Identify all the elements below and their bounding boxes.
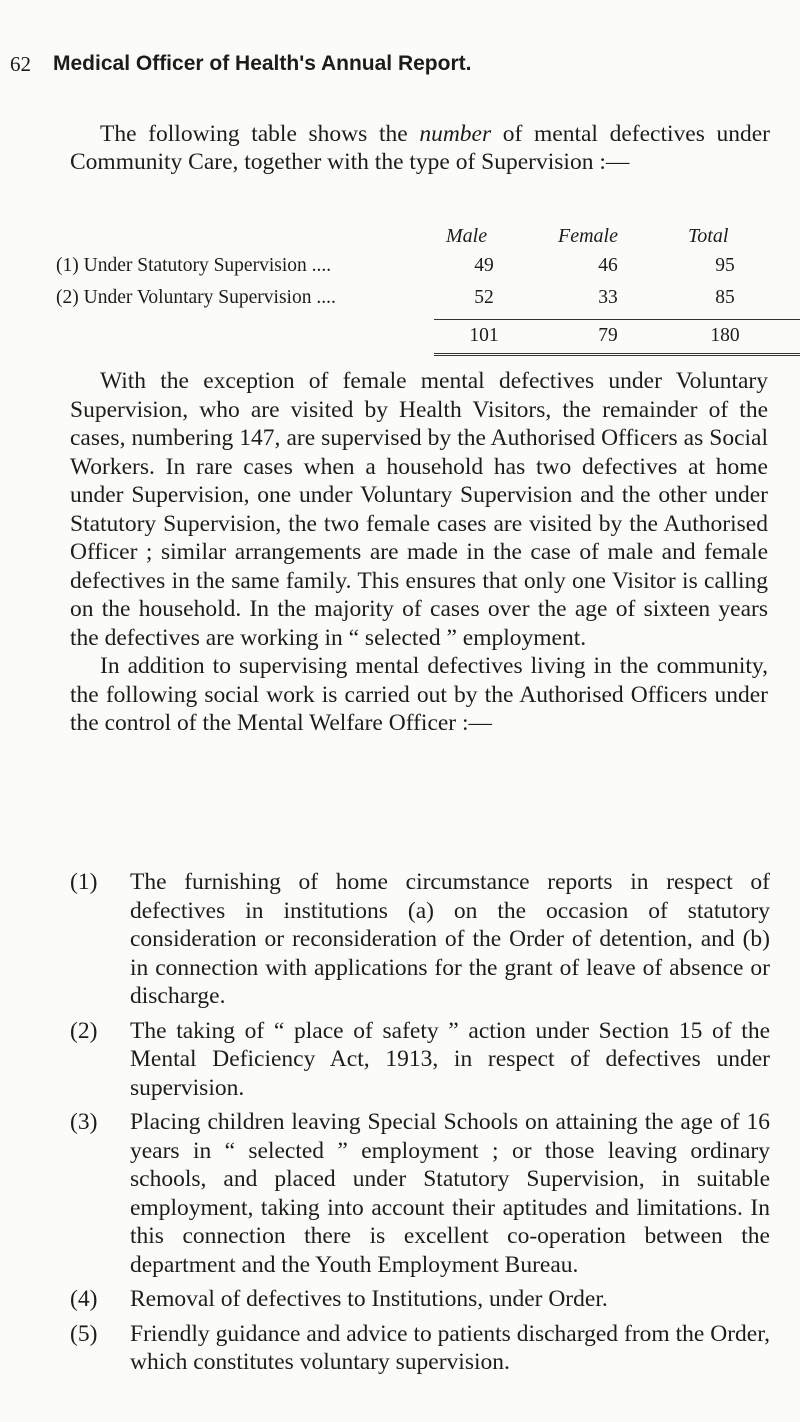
table-double-rule [434, 353, 800, 356]
total-all: 180 [710, 325, 740, 346]
column-header-male: Male [446, 225, 488, 247]
totals-row [56, 325, 776, 351]
running-title: Medical Officer of Health's Annual Report. [53, 52, 472, 75]
column-header-female: Female [558, 225, 618, 247]
item-text: The furnishing of home circumstance reports in respect of defectives in institutions (a) on the occasion of statutory consideration or reconsideration of the Order of detention, and (b) in connection with applications for the grant of leave of absence or discharge. [130, 869, 770, 1009]
item-number: (1) [70, 869, 98, 895]
intro-paragraph [70, 120, 770, 176]
list-item [70, 1017, 770, 1103]
row-label: (1) Under Statutory Supervision .... [56, 255, 332, 276]
item-number: (4) [70, 1286, 98, 1312]
column-header-total: Total [688, 225, 729, 247]
cell-female: 33 [598, 287, 618, 308]
paragraph-exception: With the exception of female mental defectives under Voluntary Supervision, who are visited by Health Visitors, the remainder of the cases, numbering 147, are supervised by the Authorised Officers as Social Workers. In rare cases when a household has two defectives at home under Supervision, one under Voluntary Supervision and the other under Statutory Supervision, the two female cases are visited by the Authorised Officer ; similar arrangements are made in the case of male and female defectives in the same family. This ensures that only one Visitor is calling on the household. In the majority of cases over the age of sixteen years the defectives are working in “ selected ” employment. [70, 368, 768, 651]
list-item [70, 1108, 770, 1279]
intro-emphasis: number [419, 121, 492, 147]
list-item [70, 1285, 770, 1314]
row-label: (2) Under Voluntary Supervision .... [56, 287, 336, 308]
page-header [10, 52, 472, 77]
item-text: Friendly guidance and advice to patients discharged from the Order, which constitutes voluntary supervision. [130, 1320, 770, 1375]
item-text: Placing children leaving Special Schools on attaining the age of 16 years in “ selected ” employment ; or those leaving ordinary schools, and placed under Statutory Supervision, in suitable employment, taking into account their aptitudes and limitations. In this connection there is excellent co-operation between the department and the Youth Employment Bureau. [130, 1109, 770, 1278]
item-text: The taking of “ place of safety ” action under Section 15 of the Mental Deficiency Act, 1913, in respect of defectives under supervision. [130, 1017, 770, 1101]
cell-total: 95 [715, 255, 735, 276]
page-number: 62 [10, 52, 31, 76]
social-work-list [70, 868, 770, 1383]
body-text [70, 367, 768, 738]
total-male: 101 [469, 325, 499, 346]
table-row [56, 287, 776, 313]
paragraph-addition: In addition to supervising mental defectives living in the community, the following social work is carried out by the Authorised Officers under the control of the Mental Welfare Officer :— [70, 653, 768, 736]
item-number: (3) [70, 1109, 98, 1135]
table-rule [434, 319, 800, 320]
item-number: (2) [70, 1017, 98, 1044]
list-item [70, 1320, 770, 1377]
intro-text-after: of mental defectives under Community Care, together with the type of Supervision :— [70, 121, 771, 175]
intro-text-before: The following table shows the [100, 121, 420, 147]
item-text: Removal of defectives to Institutions, under Order. [130, 1286, 608, 1312]
list-item [70, 868, 770, 1011]
cell-male: 52 [474, 287, 494, 308]
cell-male: 49 [474, 255, 494, 276]
cell-female: 46 [598, 255, 618, 276]
table-row [56, 255, 776, 281]
cell-total: 85 [715, 287, 735, 308]
total-female: 79 [598, 325, 618, 346]
item-number: (5) [70, 1320, 98, 1347]
